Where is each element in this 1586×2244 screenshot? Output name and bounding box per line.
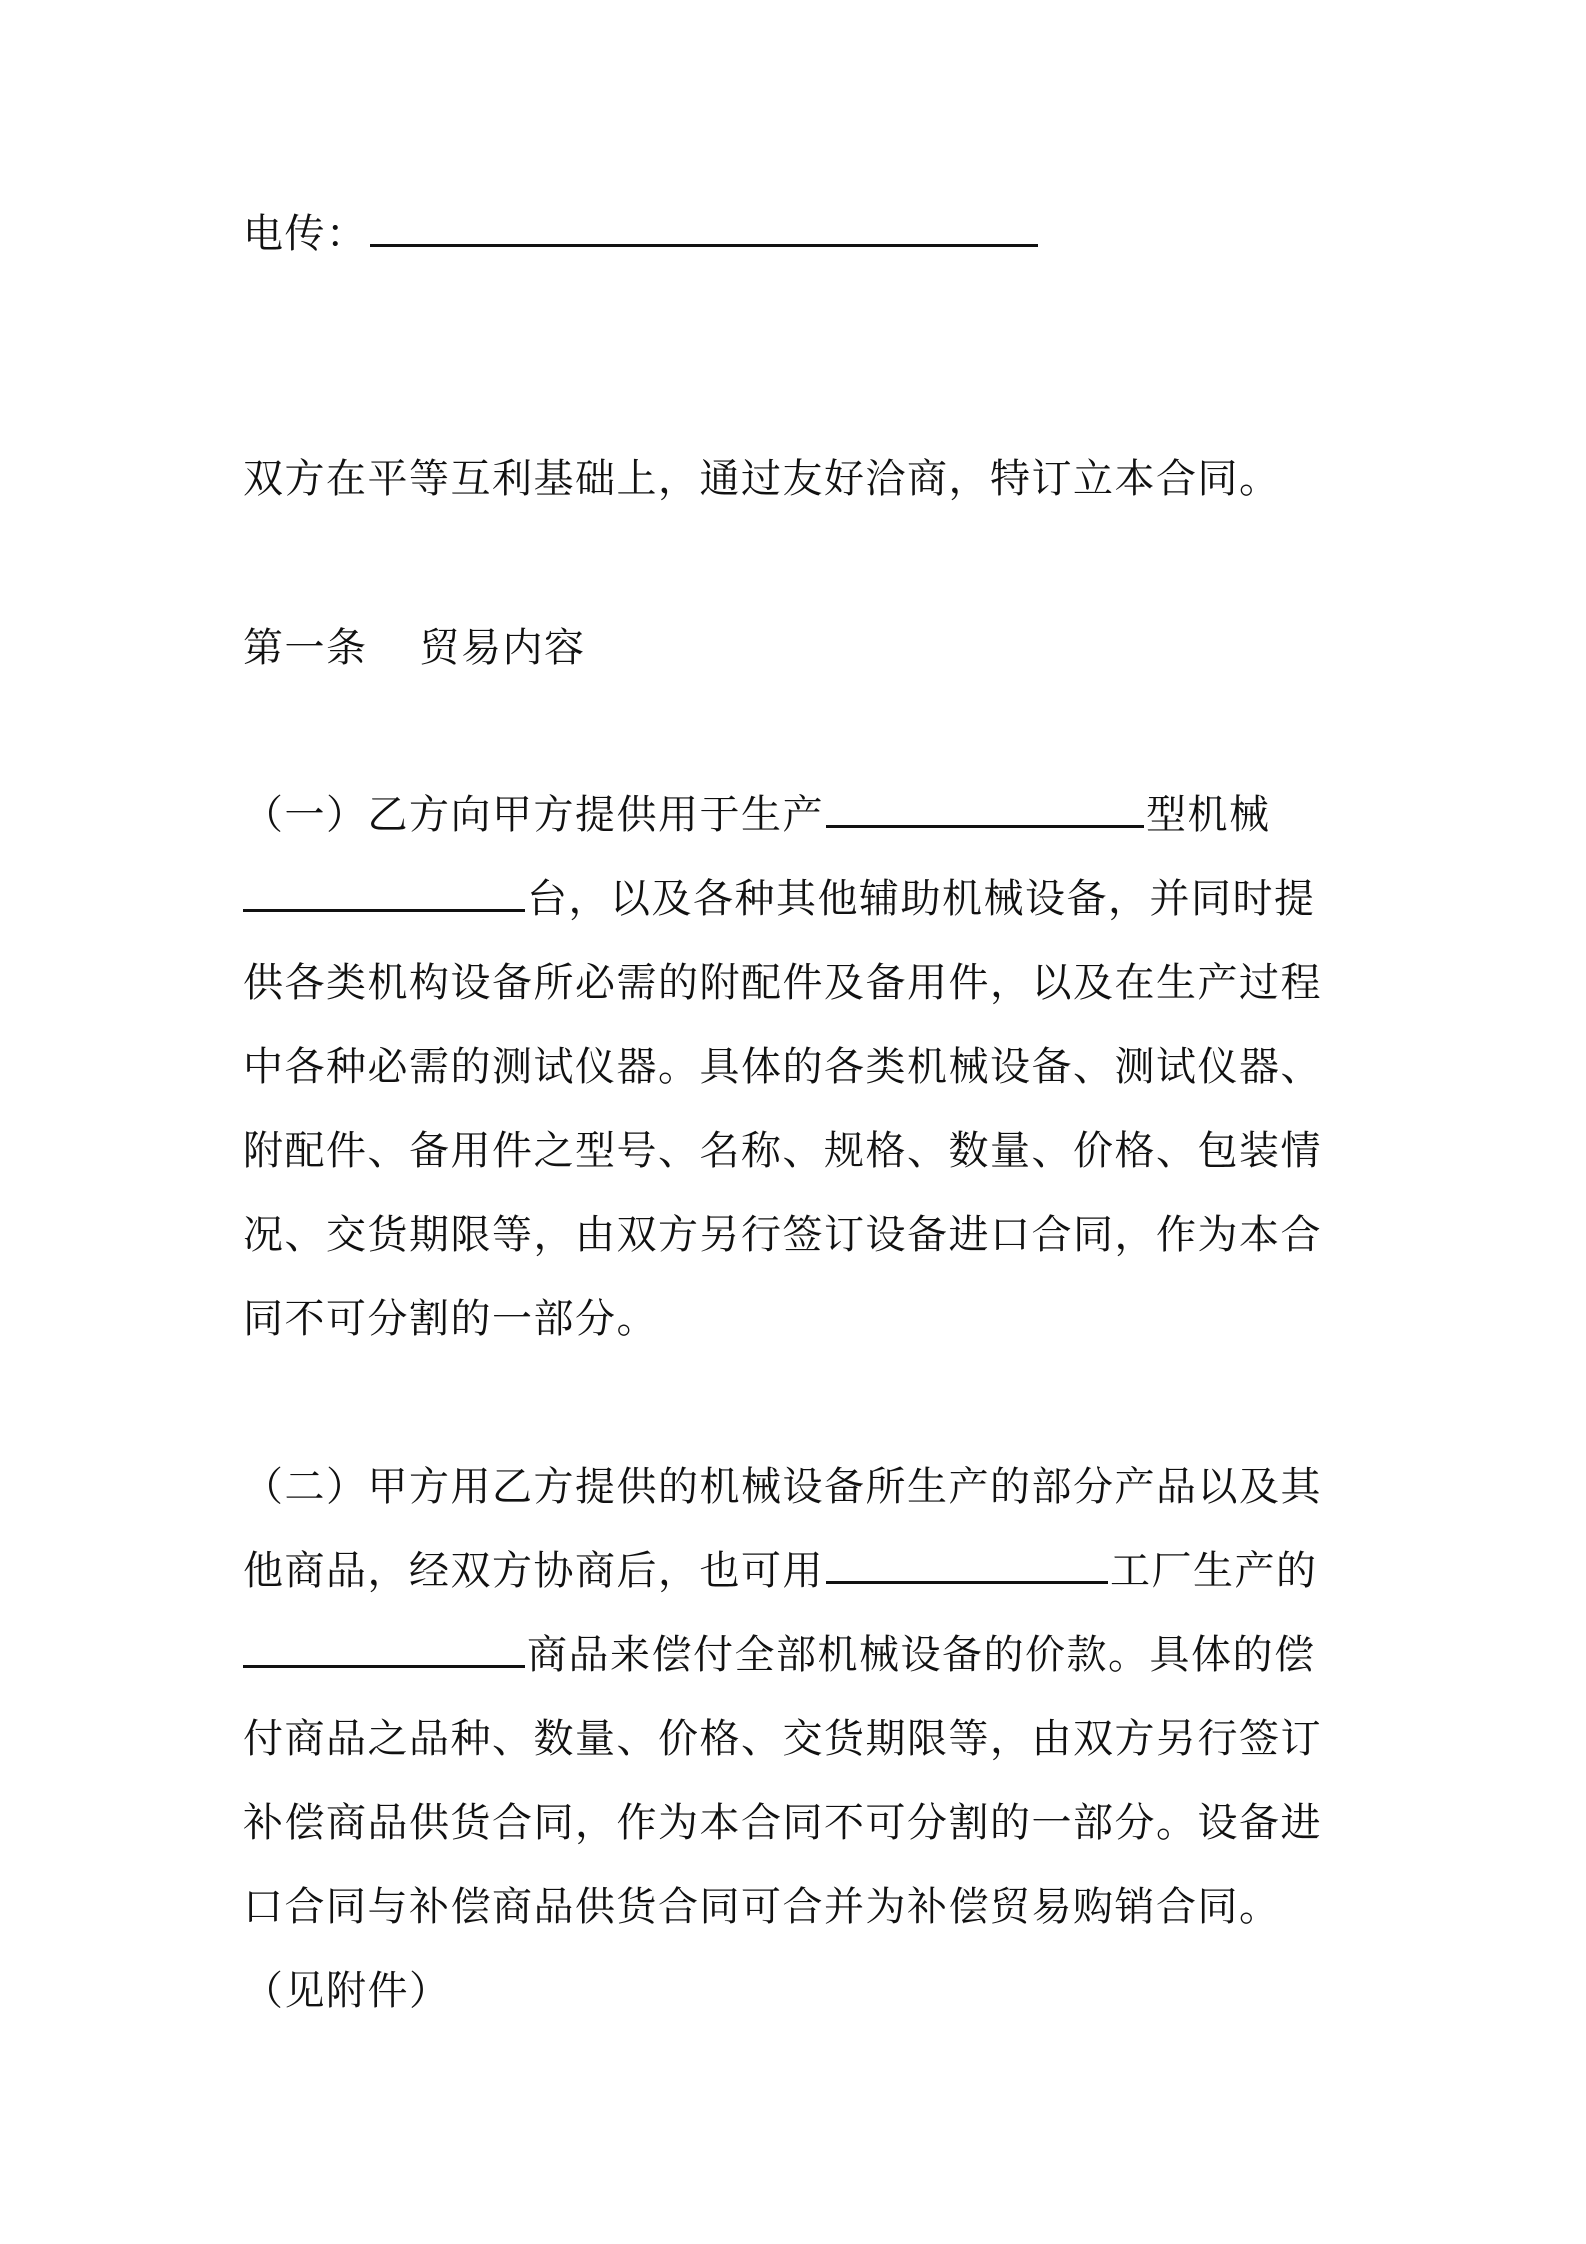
clause-2-line-4: 付商品之品种、数量、价格、交货期限等，由双方另行签订 xyxy=(243,1716,1322,1762)
clause-2-line-6: 口合同与补偿商品供货合同可合并为补偿贸易购销合同。 xyxy=(243,1884,1281,1930)
intro-paragraph: 双方在平等互利基础上，通过友好洽商，特订立本合同。 xyxy=(243,456,1281,502)
clause-1-line-1 xyxy=(243,773,1358,857)
clause-1-text: 型机械 xyxy=(1146,792,1271,838)
article-1-title: 贸易内容 xyxy=(419,625,586,671)
clause-1-line-6: 况、交货期限等，由双方另行签订设备进口合同，作为本合 xyxy=(243,1212,1322,1258)
clause-2-text: 工厂生产的 xyxy=(1110,1548,1318,1594)
clause-1-text: 台，以及各种其他辅助机械设备，并同时提 xyxy=(527,876,1316,922)
fax-line xyxy=(243,192,1358,276)
goods-blank-field[interactable] xyxy=(243,1631,525,1668)
clause-1-text: （一）乙方向甲方提供用于生产 xyxy=(243,792,824,838)
clause-2-line-1: （二）甲方用乙方提供的机械设备所生产的部分产品以及其 xyxy=(243,1464,1322,1510)
article-1-heading xyxy=(243,606,1358,690)
clause-2-line-5: 补偿商品供货合同，作为本合同不可分割的一部分。设备进 xyxy=(243,1800,1322,1846)
clause-1-line-4: 中各种必需的测试仪器。具体的各类机械设备、测试仪器、 xyxy=(243,1044,1322,1090)
article-1-number: 第一条 xyxy=(243,625,368,671)
machine-quantity-blank-field[interactable] xyxy=(243,875,525,912)
machine-model-blank-field[interactable] xyxy=(826,791,1144,828)
clause-2-line-7: （见附件） xyxy=(243,1968,451,2014)
clause-1-line-5: 附配件、备用件之型号、名称、规格、数量、价格、包装情 xyxy=(243,1128,1322,1174)
clause-1-line-2 xyxy=(243,857,1358,941)
clause-2-text: 商品来偿付全部机械设备的价款。具体的偿 xyxy=(527,1632,1316,1678)
clause-1-line-3: 供各类机构设备所必需的附配件及备用件，以及在生产过程 xyxy=(243,960,1322,1006)
fax-label: 电传： xyxy=(243,211,368,257)
clause-2-line-2 xyxy=(243,1529,1358,1613)
clause-2-text: 他商品，经双方协商后，也可用 xyxy=(243,1548,824,1594)
clause-1-line-7: 同不可分割的一部分。 xyxy=(243,1296,658,1342)
clause-2-line-3 xyxy=(243,1613,1358,1697)
fax-blank-field[interactable] xyxy=(370,210,1038,247)
factory-blank-field[interactable] xyxy=(826,1547,1108,1584)
